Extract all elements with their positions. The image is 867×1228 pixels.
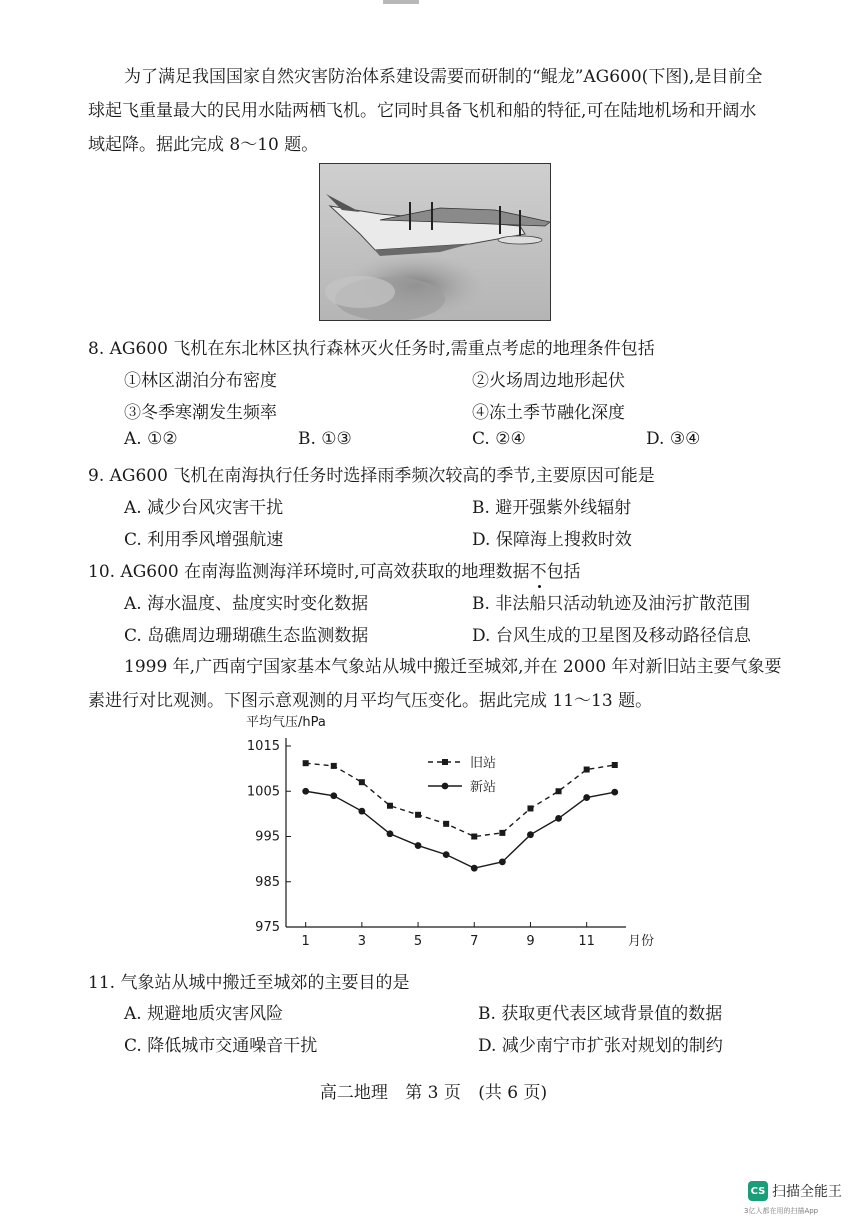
q8-item-2: ②火场周边地形起伏 [472,371,625,391]
q10-choice-d: D. 台风生成的卫星图及移动路径信息 [472,626,751,646]
new-station-point [555,815,562,822]
new-station-point [358,808,365,815]
y-tick-label: 975 [255,920,280,935]
scanner-watermark [748,1181,842,1201]
x-tick-label: 1 [301,934,310,949]
new-station-point [302,788,309,795]
intro1-line: 为了满足我国国家自然灾害防治体系建设需要而研制的“鲲龙”AG600(下图),是目前全 [124,67,763,87]
footer-subject: 高二地理 [319,1083,388,1103]
q11-choice-d: D. 减少南宁市扩张对规划的制约 [478,1036,723,1056]
question-8-title: 8. AG600 飞机在东北林区执行森林灭火任务时,需重点考虑的地理条件包括 [88,339,655,359]
y-tick-label: 1005 [246,784,280,800]
new-station-point [415,842,422,849]
old-station-point [359,779,365,785]
old-station-point [556,788,562,794]
x-axis-title: 月份 [628,934,655,949]
legend-square-marker [442,759,448,765]
x-tick-label: 3 [357,934,367,949]
intro2-line: 1999 年,广西南宁国家基本气象站从城中搬迁至城郊,并在 2000 年对新旧站主要气象要 [124,657,782,677]
q10-title-emphasis: 不 [529,562,547,582]
legend-label: 旧站 [470,756,497,771]
y-tick-label: 1015 [246,739,280,754]
old-station-point [331,763,337,769]
footer-total: (共 6 页) [478,1083,548,1103]
q9-choice-c: C. 利用季风增强航速 [124,530,284,550]
old-station-point [612,762,618,768]
legend-label: 新站 [470,780,497,795]
q10-choice-a: A. 海水温度、盐度实时变化数据 [124,594,369,614]
x-tick-label: 7 [470,934,479,949]
old-station-point [443,821,449,827]
y-tick-label: 985 [255,874,280,890]
new-station-point [499,858,506,865]
y-axis-title: 平均气压/hPa [246,715,326,730]
new-station-point [471,865,478,872]
series-line-old-station [306,763,615,836]
legend-circle-marker [442,783,449,790]
new-station-point [527,831,534,838]
q11-choice-a: A. 规避地质灾害风险 [124,1004,284,1024]
aircraft-illustration [320,164,550,320]
q8-item-1: ①林区湖泊分布密度 [124,371,277,391]
q9-choice-b: B. 避开强紫外线辐射 [472,498,632,518]
pressure-line-chart [240,708,660,960]
old-station-point [303,760,309,766]
q10-title-post: 包括 [546,562,581,582]
q10-choice-c: C. 岛礁周边珊瑚礁生态监测数据 [124,626,369,646]
q8-item-3: ③冬季寒潮发生频率 [124,403,277,423]
q8-choice-a: A. ①② [124,429,178,449]
x-tick-label: 11 [578,934,595,949]
chart-svg [240,708,660,960]
old-station-point [415,812,421,818]
scanner-logo-icon: CS [748,1181,768,1201]
x-tick-label: 5 [413,934,423,949]
intro1-line: 球起飞重量最大的民用水陆两栖飞机。它同时具备飞机和船的特征,可在陆地机场和开阔水 [88,101,757,121]
page-footer [0,1078,867,1103]
new-station-point [583,794,590,801]
new-station-point [611,789,618,796]
q9-choice-d: D. 保障海上搜救时效 [472,530,632,550]
q11-choice-c: C. 降低城市交通噪音干扰 [124,1036,318,1056]
q8-choice-c: C. ②④ [472,429,526,449]
q8-choice-d: D. ③④ [646,429,701,449]
top-edge-mark [383,0,419,4]
q10-title-pre: 10. AG600 在南海监测海洋环境时,可高效获取的地理数据 [88,562,530,582]
scanner-name: 扫描全能王 [772,1184,842,1200]
q8-choice-b: B. ①③ [298,429,352,449]
new-station-point [330,792,337,799]
q10-choice-b: B. 非法船只活动轨迹及油污扩散范围 [472,594,751,614]
old-station-point [499,830,505,836]
y-tick-label: 995 [255,829,280,845]
new-station-point [443,851,450,858]
intro1-line: 域起降。据此完成 8～10 题。 [88,135,319,155]
old-station-point [387,803,393,809]
old-station-point [471,834,477,840]
question-9-title: 9. AG600 飞机在南海执行任务时选择雨季频次较高的季节,主要原因可能是 [88,466,655,486]
x-tick-label: 9 [526,934,535,949]
scanner-tagline: 3亿人都在用的扫描App [744,1207,819,1215]
old-station-point [584,767,590,773]
q11-choice-b: B. 获取更代表区域背景值的数据 [478,1004,723,1024]
q9-choice-a: A. 减少台风灾害干扰 [124,498,284,518]
intro-paragraph-1 [88,60,788,162]
new-station-point [387,830,394,837]
intro2-line: 素进行对比观测。下图示意观测的月平均气压变化。据此完成 11～13 题。 [88,691,653,711]
question-11-title: 11. 气象站从城中搬迁至城郊的主要目的是 [88,973,410,993]
old-station-point [527,805,533,811]
q8-item-4: ④冻土季节融化深度 [472,403,625,423]
question-10-title [88,557,581,582]
footer-page: 第 3 页 [405,1083,461,1103]
amphibious-aircraft-photo [319,163,551,321]
